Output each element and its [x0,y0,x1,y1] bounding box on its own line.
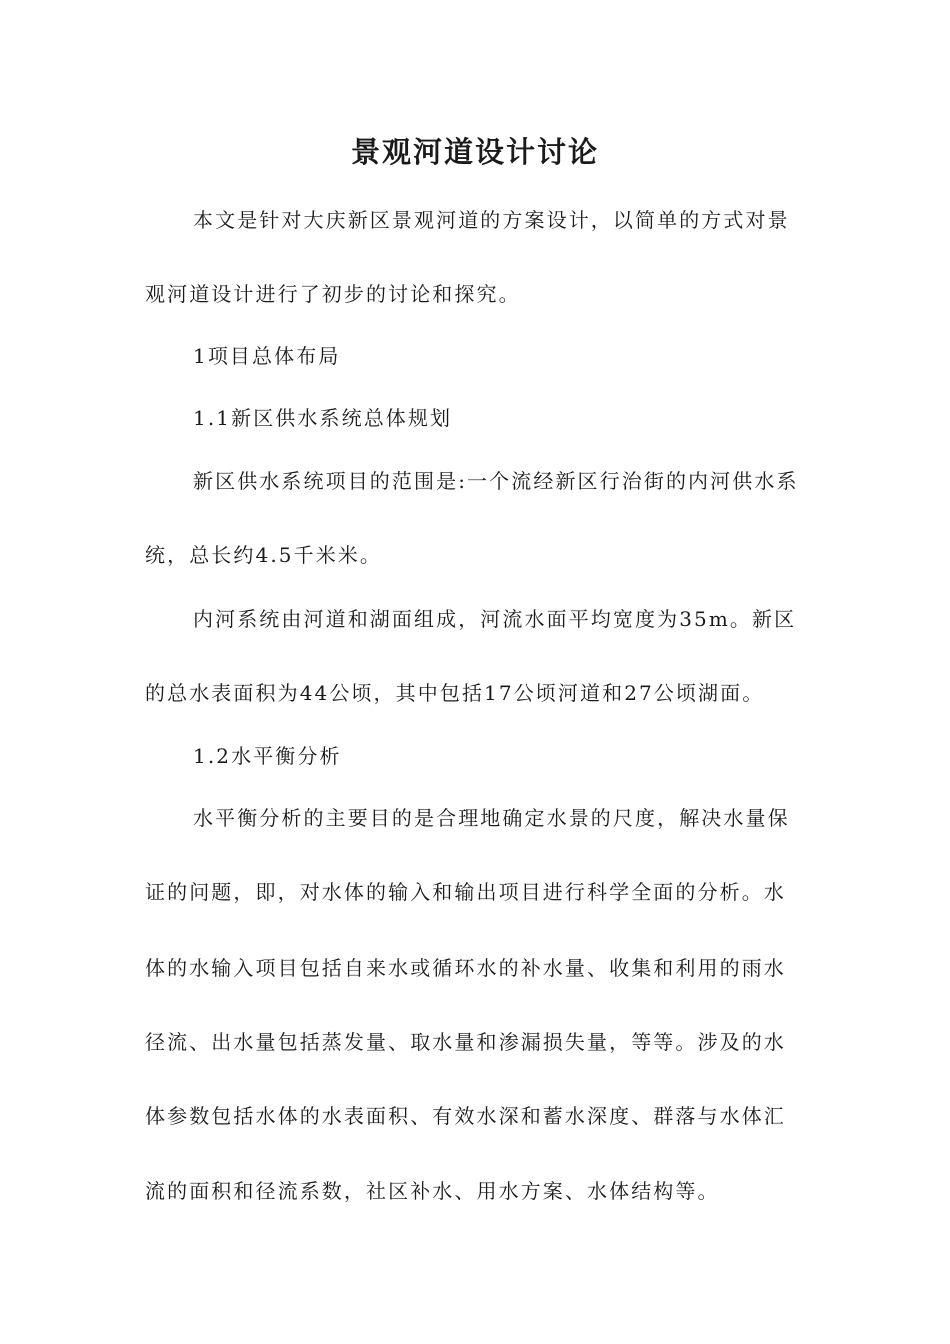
paragraph-line: 证的问题，即，对水体的输入和输出项目进行科学全面的分析。水 [145,880,786,904]
paragraph-line: 本文是针对大庆新区景观河道的方案设计，以简单的方式对景 [193,208,790,232]
paragraph-line: 新区供水系统项目的范围是:一个流经新区行治街的内河供水系 [193,469,799,493]
paragraph-line: 体的水输入项目包括自来水或循环水的补水量、收集和利用的雨水 [145,956,786,980]
paragraph-line: 的总水表面积为44公顷，其中包括17公顷河道和27公顷湖面。 [145,681,765,705]
paragraph-line: 观河道设计进行了初步的讨论和探究。 [145,282,521,306]
document-title: 景观河道设计讨论 [350,135,599,169]
paragraph-line: 径流、出水量包括蒸发量、取水量和渗漏损失量，等等。涉及的水 [145,1030,786,1054]
subsection-heading: 1.1新区供水系统总体规划 [193,406,453,430]
paragraph-line: 内河系统由河道和湖面组成，河流水面平均宽度为35m。新区 [193,607,797,631]
paragraph-line: 统，总长约4.5千米米。 [145,543,383,567]
paragraph-line: 体参数包括水体的水表面积、有效水深和蓄水深度、群落与水体汇 [145,1104,786,1128]
paragraph-line: 水平衡分析的主要目的是合理地确定水景的尺度，解决水量保 [193,806,790,830]
section-heading: 1项目总体布局 [193,344,341,368]
paragraph-line: 流的面积和径流系数，社区补水、用水方案、水体结构等。 [145,1179,720,1203]
subsection-heading: 1.2水平衡分析 [193,744,342,768]
